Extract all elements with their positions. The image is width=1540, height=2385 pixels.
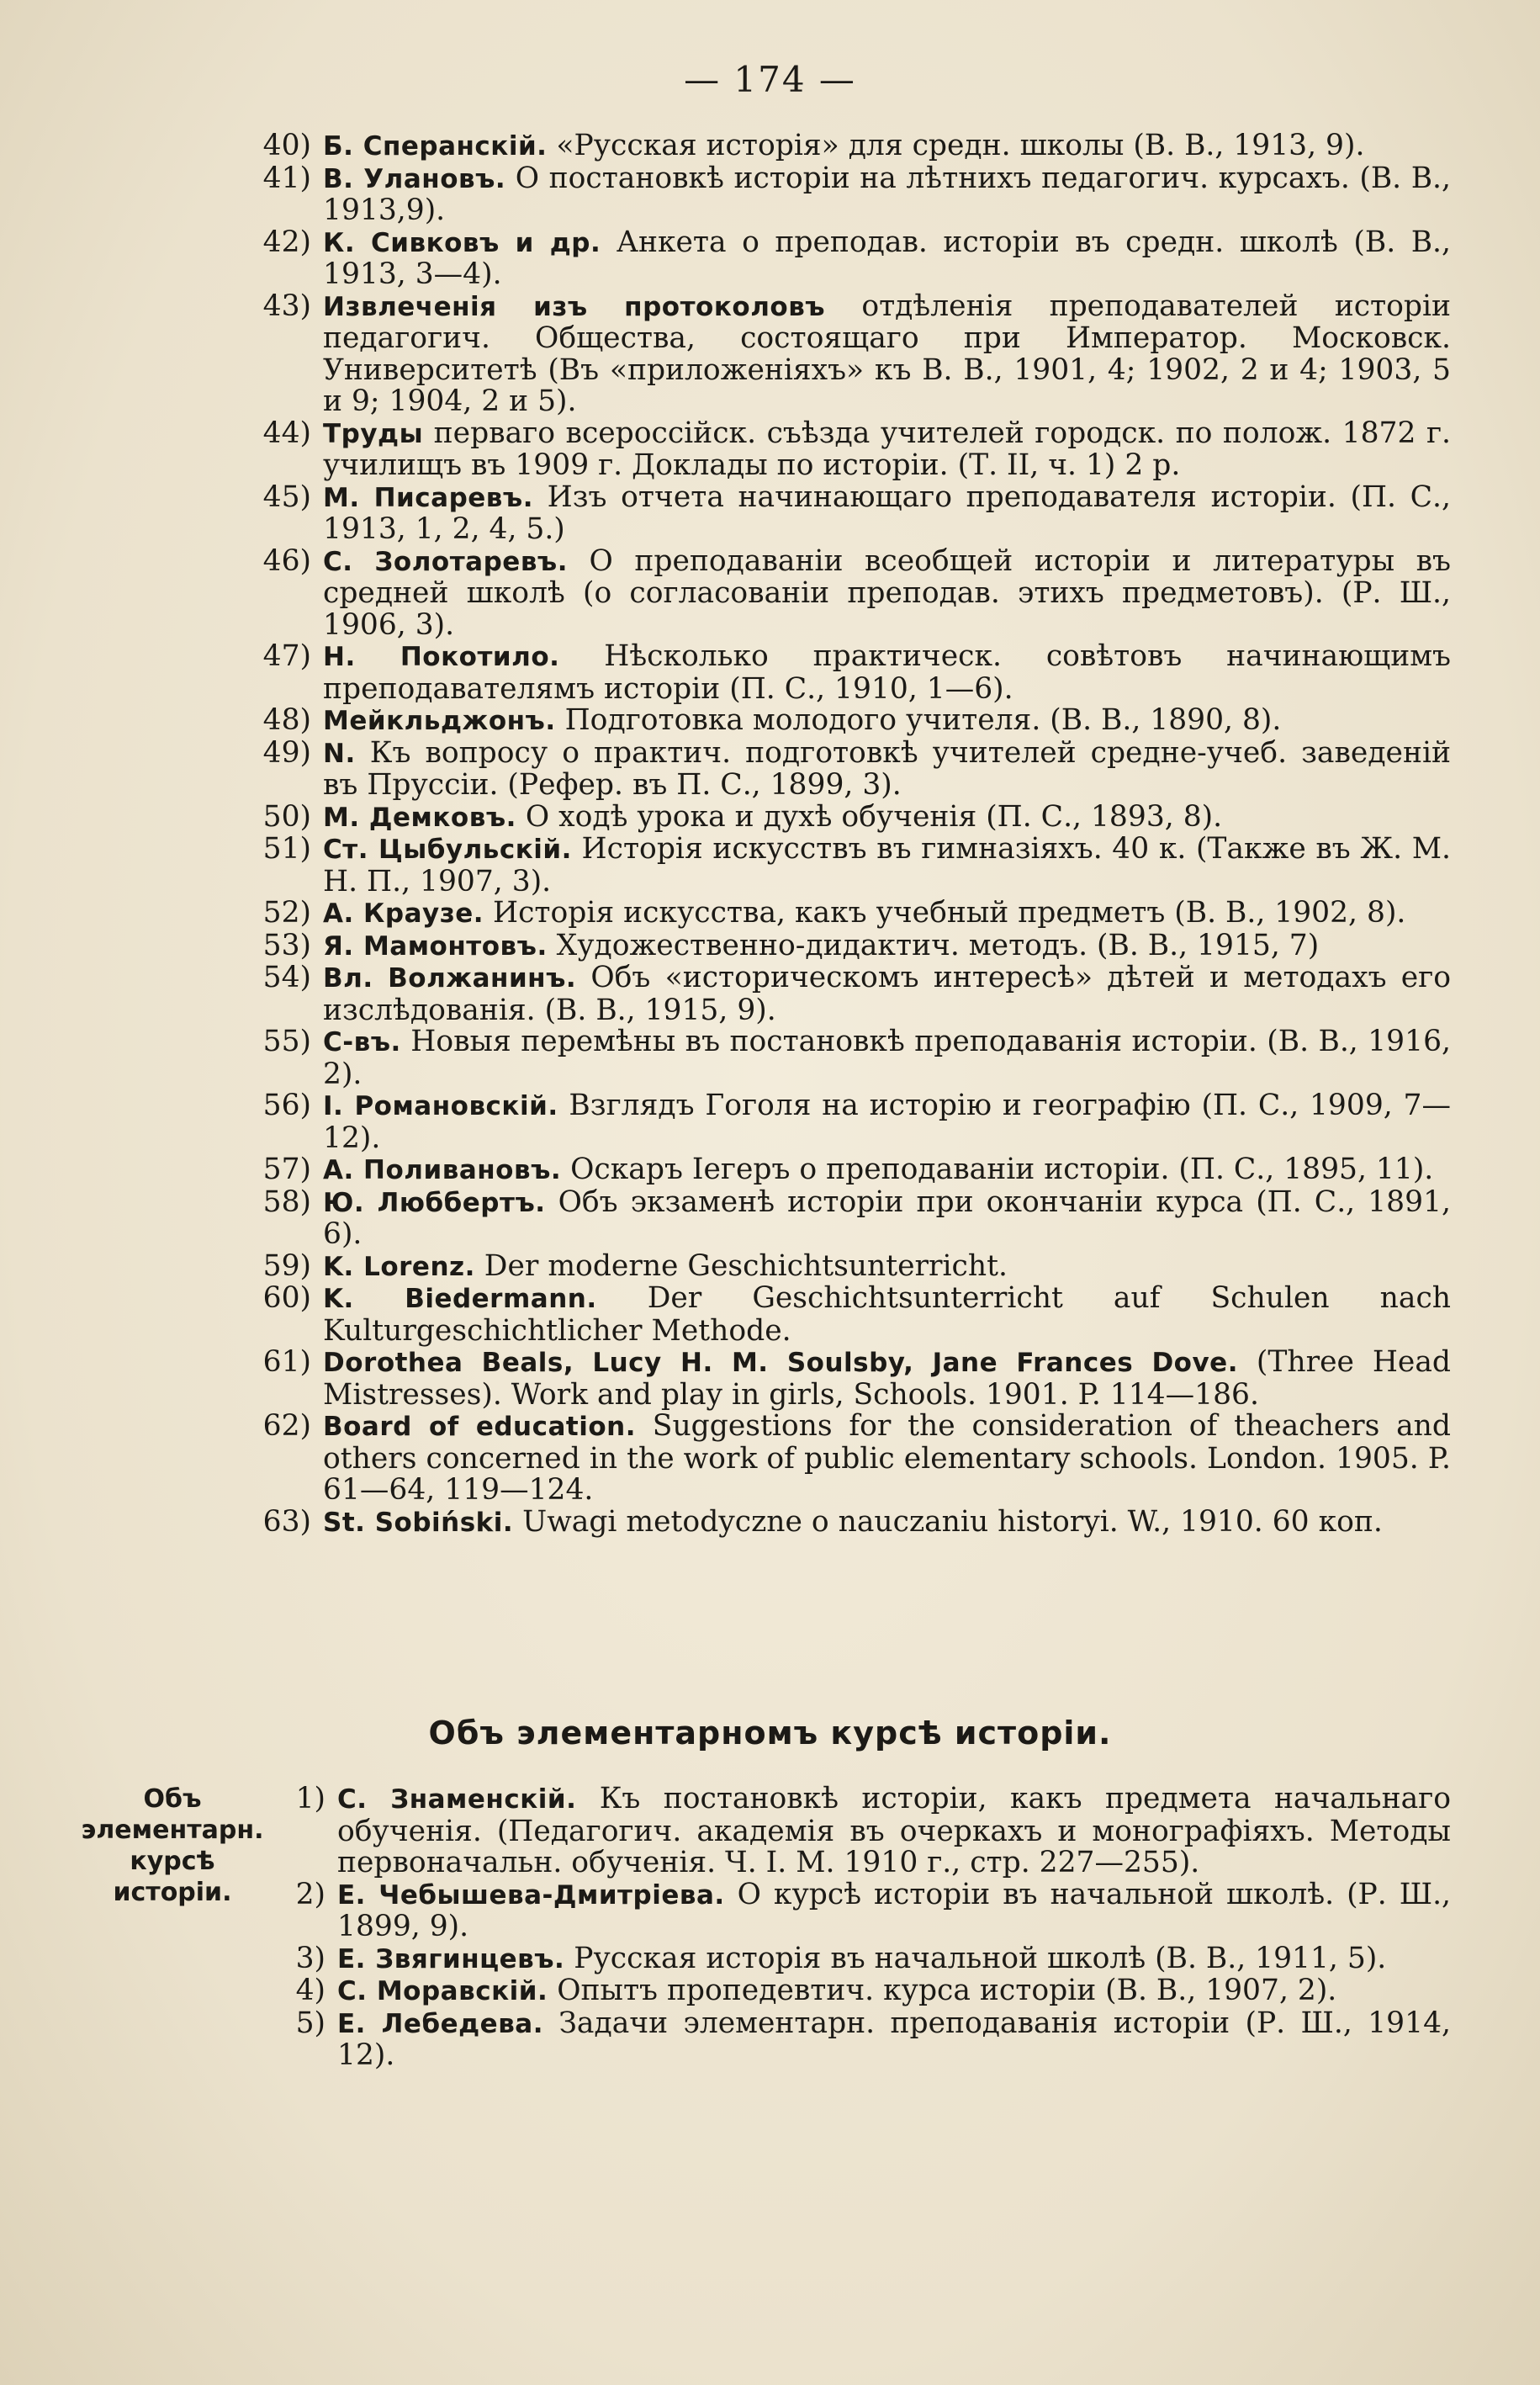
reference-number: 61)	[262, 1345, 311, 1379]
reference-author: Б. Сперанскій.	[323, 131, 548, 162]
reference-number: 60)	[262, 1281, 311, 1315]
reference-author: М. Писаревъ.	[323, 482, 533, 513]
reference-author: Ст. Цыбульскій.	[323, 835, 572, 865]
reference-entry	[214, 1248, 1451, 1284]
reference-author: Я. Мамонтовъ.	[323, 930, 548, 962]
reference-number: 41)	[262, 161, 311, 195]
reference-title: Къ вопросу о практич. подготовкѣ учителей средне-учеб. заведеній въ Пруссіи. (Рефер. въ П. С., 1899, 3).	[323, 735, 1451, 802]
reference-title: О преподаваніи всеобщей исторіи и литературы въ средней школѣ (о согласованіи преподав. этихъ предметовъ). (Р. Ш., 1906, 3).	[323, 543, 1451, 642]
reference-number: 3)	[295, 1941, 325, 1975]
reference-entry	[214, 735, 1451, 802]
reference-entry	[214, 1283, 1451, 1347]
reference-entry	[214, 482, 1451, 546]
reference-author: Мейкльджонъ.	[323, 706, 556, 736]
reference-entry	[214, 227, 1451, 291]
reference-text	[323, 834, 1451, 898]
reference-text	[337, 1879, 1451, 1943]
reference-author: К. Сивковъ и др.	[323, 227, 601, 258]
reference-entry	[257, 1943, 1451, 1976]
reference-entry	[214, 130, 1451, 163]
reference-text	[323, 1347, 1451, 1411]
reference-entry	[214, 962, 1451, 1026]
reference-text	[323, 1187, 1451, 1251]
reference-text	[323, 291, 1451, 418]
reference-number: 43)	[262, 289, 311, 323]
reference-text	[337, 2008, 1451, 2072]
reference-text	[323, 482, 1451, 546]
reference-entry	[214, 898, 1451, 930]
reference-entry	[214, 1026, 1451, 1090]
reference-number: 46)	[262, 543, 311, 578]
reference-number: 5)	[295, 2006, 325, 2040]
reference-title: Der moderne Geschichtsunterricht.	[474, 1248, 1008, 1283]
reference-entry	[214, 1187, 1451, 1251]
reference-entry	[214, 641, 1451, 705]
reference-author: Вл. Волжанинъ.	[323, 963, 577, 994]
reference-number: 54)	[262, 961, 311, 994]
reference-author: С. Моравскій.	[337, 1976, 548, 2006]
reference-entry	[214, 1347, 1451, 1411]
reference-entry	[214, 163, 1451, 227]
reference-author: K. Biedermann.	[323, 1284, 597, 1314]
reference-text	[323, 799, 1451, 835]
reference-text	[323, 1090, 1451, 1154]
reference-list	[214, 130, 1451, 1539]
reference-text	[337, 1943, 1451, 1976]
reference-author: В. Улановъ.	[323, 163, 506, 194]
reference-title: Нѣсколько практическ. совѣтовъ начинающимъ преподавателямъ исторіи (П. С., 1910, 1—6).	[323, 639, 1452, 706]
reference-number: 40)	[262, 129, 311, 162]
reference-text	[337, 1783, 1451, 1879]
reference-number: 2)	[295, 1877, 325, 1911]
reference-title: О курсѣ исторіи въ начальной школѣ. (Р. Ш., 1899, 9).	[337, 1877, 1452, 1943]
reference-author: K. Lorenz.	[323, 1251, 475, 1282]
reference-number: 51)	[262, 832, 311, 866]
reference-number: 63)	[262, 1504, 311, 1539]
reference-title: Подготовка молодого учителя. (В. В., 1890, 8).	[555, 703, 1282, 737]
reference-title: Uwagi metodyczne o nauczaniu historyi. W., 1910. 60 коп.	[513, 1504, 1383, 1539]
reference-title: Объ «историческомъ интересѣ» дѣтей и методахъ его изслѣдованія. (В. В., 1915, 9).	[323, 961, 1451, 1027]
reference-author: Ю. Люббертъ.	[323, 1187, 546, 1218]
reference-text	[323, 1411, 1451, 1507]
reference-entry	[214, 418, 1451, 482]
reference-text	[323, 1026, 1451, 1090]
reference-entry	[214, 291, 1451, 418]
reference-number: 42)	[262, 225, 311, 259]
reference-title: Взглядъ Гоголя на исторію и географію (П. С., 1909, 7—12).	[323, 1089, 1451, 1155]
reference-number: 47)	[262, 639, 311, 673]
section-heading: Объ элементарномъ курсѣ исторіи.	[428, 1715, 1112, 1752]
reference-entry	[214, 1411, 1451, 1507]
reference-title: Новыя перемѣны въ постановкѣ преподаванія исторіи. (В. В., 1916, 2).	[323, 1025, 1451, 1091]
reference-number: 53)	[262, 928, 311, 962]
reference-author: С-въ.	[323, 1027, 401, 1057]
reference-title: Объ экзаменѣ исторіи при окончаніи курса (П. С., 1891, 6).	[323, 1185, 1451, 1251]
reference-text	[323, 418, 1451, 482]
reference-author: Извлеченія изъ протоколовъ	[323, 291, 826, 322]
reference-entry	[257, 1783, 1451, 1879]
reference-text	[323, 1248, 1451, 1284]
reference-entry	[214, 543, 1451, 642]
reference-title: Художественно-дидактич. методъ. (В. В., 1915, 7)	[547, 928, 1320, 962]
reference-text	[323, 641, 1451, 705]
reference-entry	[214, 1154, 1451, 1187]
reference-text	[323, 163, 1451, 227]
reference-title: Suggestions for the consideration of theachers and others concerned in the work of public elementary schools. London. 1905. P. 61—64, 119—124.	[323, 1409, 1451, 1507]
reference-author: С. Знаменскій.	[337, 1784, 577, 1815]
reference-number: 58)	[262, 1185, 311, 1219]
reference-author: Е. Лебедева.	[337, 2008, 544, 2039]
reference-text	[323, 930, 1451, 963]
reference-text	[323, 543, 1451, 642]
reference-author: А. Поливановъ.	[323, 1155, 562, 1185]
reference-entry	[214, 1090, 1451, 1154]
reference-number: 59)	[262, 1248, 311, 1283]
reference-entry	[214, 799, 1451, 835]
reference-number: 1)	[295, 1782, 325, 1815]
reference-text	[323, 962, 1451, 1026]
reference-text	[323, 898, 1451, 930]
reference-title: Исторія искусствъ въ гимназіяхъ. 40 к. (Также въ Ж. М. Н. П., 1907, 3).	[323, 832, 1451, 898]
reference-text	[337, 1975, 1451, 2008]
reference-entry	[257, 1975, 1451, 2008]
reference-title: перваго всероссійск. съѣзда учителей городск. по полож. 1872 г. училищъ въ 1909 г. Доклады по исторіи. (Т. II, ч. 1) 2 р.	[323, 416, 1451, 482]
reference-entry	[214, 930, 1451, 963]
reference-author: Е. Звягинцевъ.	[337, 1943, 565, 1974]
reference-author: N.	[323, 738, 356, 769]
reference-title: Изъ отчета начинающаго преподавателя исторіи. (П. С., 1913, 1, 2, 4, 5.)	[323, 480, 1451, 546]
reference-author: С. Золотаревъ.	[323, 546, 569, 577]
margin-note: Объ элементарн. курсѣ исторіи.	[81, 1784, 264, 1907]
reference-author: Труды	[323, 418, 424, 449]
reference-author: М. Демковъ.	[323, 802, 516, 833]
reference-title: Къ постановкѣ исторіи, какъ предмета начальнаго обученія. (Педагогич. академія въ очеркахъ и монографіяхъ. Методы первоначальн. обученія. Ч. I. М. 1910 г., стр. 227—255).	[337, 1782, 1451, 1879]
reference-title: Оскаръ Іегеръ о преподаваніи исторіи. (П. С., 1895, 11).	[561, 1153, 1434, 1186]
reference-number: 62)	[262, 1409, 311, 1443]
reference-number: 48)	[262, 703, 311, 737]
reference-author: Dorothea Beals, Lucy H. M. Soulsby, Jane Frances Dove.	[323, 1348, 1238, 1378]
reference-number: 50)	[262, 799, 311, 834]
reference-number: 57)	[262, 1153, 311, 1186]
reference-entry	[257, 1879, 1451, 1943]
page-number: — 174 —	[684, 59, 856, 100]
reference-entry	[214, 705, 1451, 738]
reference-title: «Русская исторія» для средн. школы (В. В., 1913, 9).	[547, 129, 1365, 162]
reference-entry	[257, 2008, 1451, 2072]
reference-title: Опытъ пропедевтич. курса исторіи (В. В., 1907, 2).	[548, 1974, 1337, 2007]
reference-author: Е. Чебышева-Дмитріева.	[337, 1879, 725, 1911]
reference-number: 56)	[262, 1089, 311, 1122]
reference-text	[323, 1154, 1451, 1187]
reference-title: Анкета о преподав. исторіи въ средн. школѣ (В. В., 1913, 3—4).	[323, 225, 1451, 291]
reference-text	[323, 705, 1451, 738]
reference-number: 4)	[295, 1974, 325, 2007]
reference-number: 44)	[262, 416, 311, 450]
reference-number: 55)	[262, 1025, 311, 1058]
reference-entry	[214, 834, 1451, 898]
reference-text	[323, 1283, 1451, 1347]
elementary-reference-list	[257, 1783, 1451, 2072]
reference-entry	[214, 1504, 1451, 1540]
reference-author: Board of education.	[323, 1412, 637, 1442]
reference-text	[323, 1504, 1451, 1540]
reference-title: отдѣленія преподавателей исторіи педагогич. Общества, состоящаго при Император. Московск. Университетѣ (Въ «приложеніяхъ» къ В. В., 1901, 4; 1902, 2 и 4; 1903, 5 и 9; 1904, 2 и 5).	[323, 289, 1451, 418]
reference-title: Исторія искусства, какъ учебный предметъ (В. В., 1902, 8).	[484, 896, 1406, 930]
reference-number: 52)	[262, 896, 311, 930]
reference-author: І. Романовскій.	[323, 1091, 558, 1121]
reference-title: Русская исторія въ начальной школѣ (В. В., 1911, 5).	[564, 1941, 1387, 1975]
reference-text	[323, 130, 1451, 163]
reference-author: St. Sobiński.	[323, 1507, 514, 1538]
reference-title: (Three Head Mistresses). Work and play in girls, Schools. 1901. P. 114—186.	[323, 1345, 1451, 1412]
reference-title: Der Geschichtsunterricht auf Schulen nach Kulturgeschichtlicher Methode.	[323, 1281, 1451, 1348]
reference-title: Задачи элементарн. преподаванія исторіи (Р. Ш., 1914, 12).	[337, 2006, 1452, 2072]
reference-author: Н. Покотило.	[323, 642, 560, 672]
reference-text	[323, 735, 1451, 802]
reference-number: 49)	[262, 735, 311, 770]
reference-title: О постановкѣ исторіи на лѣтнихъ педагогич. курсахъ. (В. В., 1913,9).	[323, 161, 1451, 227]
reference-text	[323, 227, 1451, 291]
reference-title: О ходѣ урока и духѣ обученія (П. С., 1893, 8).	[516, 799, 1223, 834]
reference-author: А. Краузе.	[323, 898, 484, 929]
reference-number: 45)	[262, 480, 311, 514]
